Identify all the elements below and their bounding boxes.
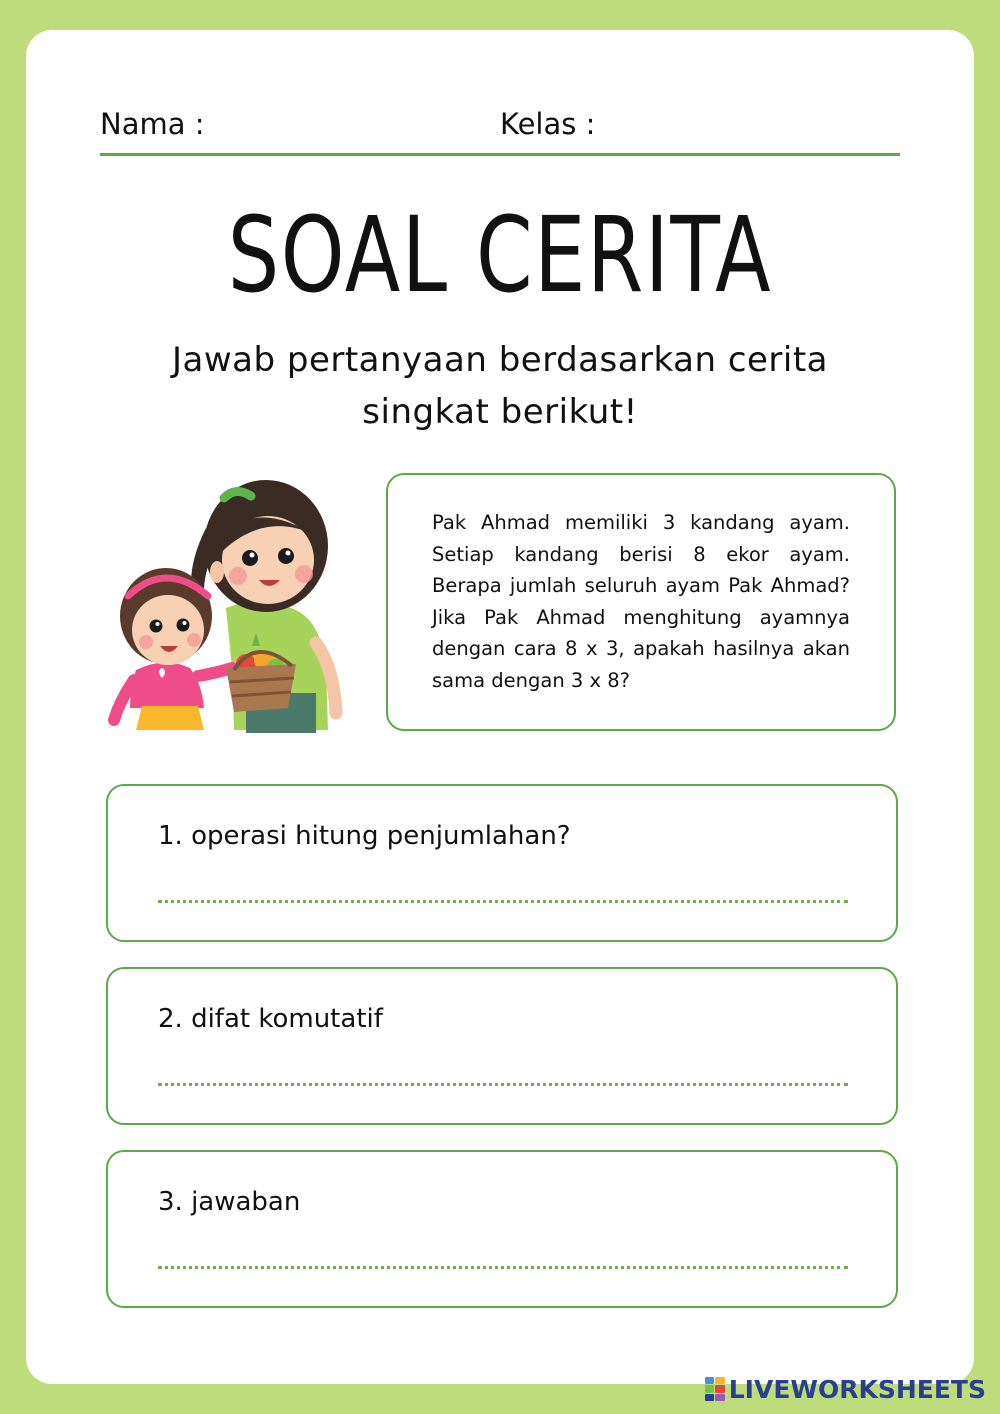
brand-text: LIVEWORKSHEETS xyxy=(728,1374,986,1404)
answer-line-3[interactable] xyxy=(158,1260,848,1269)
question-1-text: 1. operasi hitung penjumlahan? xyxy=(158,821,571,851)
question-box-2 xyxy=(106,967,898,1125)
class-label: Kelas : xyxy=(500,107,596,141)
header-underline xyxy=(100,153,900,156)
question-3-text: 3. jawaban xyxy=(158,1187,301,1217)
mother-and-daughter-illustration xyxy=(106,468,346,738)
story-box xyxy=(386,473,896,731)
liveworksheets-logo-icon xyxy=(705,1377,725,1401)
name-label: Nama : xyxy=(100,107,205,141)
answer-line-2[interactable] xyxy=(158,1077,848,1086)
daughter-figure xyxy=(114,568,232,730)
answer-line-1[interactable] xyxy=(158,894,848,903)
story-text: Pak Ahmad memiliki 3 kandang ayam. Setiap kandang berisi 8 ekor ayam. Berapa jumlah seluruh ayam Pak Ahmad? Jika Pak Ahmad menghitung ayamnya dengan cara 8 x 3, apakah hasilnya akan sama dengan 3 x 8? xyxy=(432,511,850,692)
page-title: SOAL CERITA xyxy=(227,194,773,316)
liveworksheets-brand xyxy=(705,1372,986,1406)
question-2-text: 2. difat komutatif xyxy=(158,1004,383,1034)
question-box-1 xyxy=(106,784,898,942)
instructions-subtitle: Jawab pertanyaan berdasarkan cerita singkat berikut! xyxy=(171,340,829,432)
question-box-3 xyxy=(106,1150,898,1308)
